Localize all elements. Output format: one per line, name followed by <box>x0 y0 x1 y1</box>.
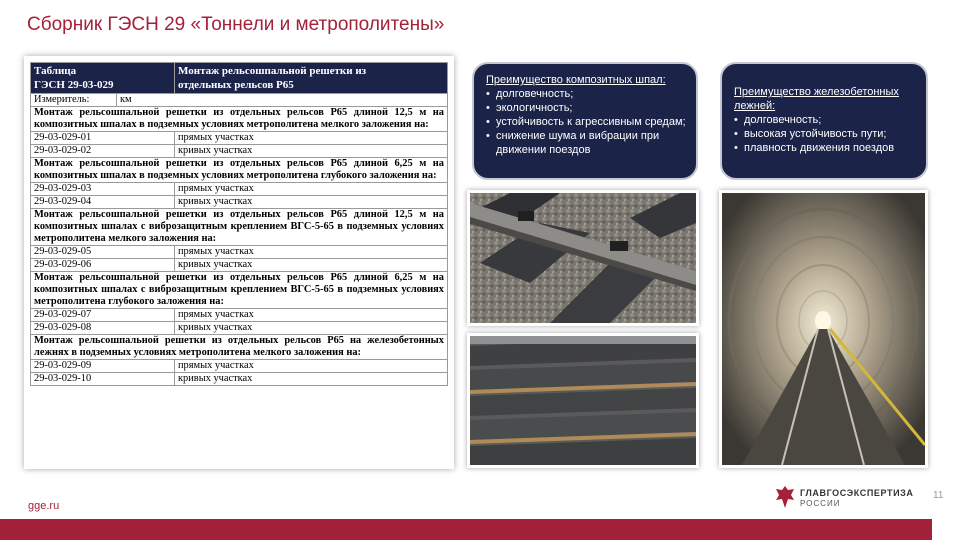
table-row <box>31 132 448 145</box>
table-row-label: прямых участках <box>175 360 448 373</box>
advantage-item: • долговечность; <box>734 113 916 127</box>
table-row-code: 29-03-029-09 <box>31 360 175 373</box>
gesn-table-frame <box>24 56 454 469</box>
rails-photo-drawing <box>470 193 696 323</box>
stacked-sleepers-photo <box>467 333 699 468</box>
advantage-item: • долговечность; <box>486 87 686 101</box>
table-row <box>31 322 448 335</box>
table-group-row <box>31 158 448 183</box>
table-row <box>31 360 448 373</box>
advantage-item: • экологичность; <box>486 101 686 115</box>
website-link[interactable]: gge.ru <box>28 500 60 512</box>
sleepers-photo-drawing <box>470 336 696 465</box>
table-row-label: прямых участках <box>175 309 448 322</box>
table-group-description: Монтаж рельсошпальной решетки из отдельных рельсов Р65 длиной 6,25 м на композитных шпалах в подземных условиях метрополитена глубокого заложения на: <box>31 158 448 183</box>
table-group-description: Монтаж рельсошпальной решетки из отдельных рельсов Р65 на железобетонных лежнях в подземных условиях метрополитена мелкого заложения на: <box>31 335 448 360</box>
advantage-item: • устойчивость к агрессивным средам; <box>486 115 686 129</box>
page-number: 11 <box>933 490 944 501</box>
glavgosexpertiza-logo <box>774 484 922 512</box>
meter-label: Измеритель: <box>31 94 117 106</box>
composite-sleepers-advantages <box>472 62 698 180</box>
tunnel-photo-drawing <box>722 193 925 465</box>
table-header-left-line: Таблица <box>34 65 77 77</box>
table-row-code: 29-03-029-04 <box>31 196 175 209</box>
table-row-label: кривых участках <box>175 322 448 335</box>
table-header-right-line: отдельных рельсов Р65 <box>178 79 294 91</box>
slide-title: Сборник ГЭСН 29 «Тоннели и метрополитены» <box>27 14 445 35</box>
table-row-label: кривых участках <box>175 373 448 386</box>
table-row-label: прямых участках <box>175 132 448 145</box>
table-group-row <box>31 107 448 132</box>
table-row <box>31 145 448 158</box>
meter-value: км <box>120 94 132 105</box>
metro-tunnel-photo <box>719 190 928 468</box>
table-row-code: 29-03-029-07 <box>31 309 175 322</box>
table-row <box>31 246 448 259</box>
table-row-code: 29-03-029-02 <box>31 145 175 158</box>
table-row <box>31 309 448 322</box>
advantage-item: • снижение шума и вибрации при движении поездов <box>486 129 686 157</box>
table-group-description: Монтаж рельсошпальной решетки из отдельных рельсов Р65 длиной 12,5 м на композитных шпалах в подземных условиях метрополитена мелкого заложения на: <box>31 107 448 132</box>
table-row-label: прямых участках <box>175 246 448 259</box>
table-row-label: кривых участках <box>175 259 448 272</box>
eagle-emblem-icon <box>774 484 796 510</box>
table-header-right-line: Монтаж рельсошпальной решетки из <box>178 65 367 77</box>
concrete-box-title: Преимущество железобетонных лежней: <box>734 86 899 112</box>
logo-name: ГЛАВГОСЭКСПЕРТИЗА <box>800 488 914 498</box>
table-group-description: Монтаж рельсошпальной решетки из отдельных рельсов Р65 длиной 6,25 м на композитных шпалах с виброзащитным креплением ВГС-5-65 в подземных условиях метрополитена глубокого заложения на: <box>31 272 448 309</box>
table-group-row <box>31 272 448 309</box>
rails-on-composite-sleepers-photo <box>467 190 699 326</box>
table-row-code: 29-03-029-03 <box>31 183 175 196</box>
bottom-brand-bar <box>0 519 932 540</box>
table-row-code: 29-03-029-06 <box>31 259 175 272</box>
table-header-row <box>31 63 448 94</box>
composite-box-title: Преимущество композитных шпал: <box>486 74 666 86</box>
concrete-advantages-list <box>734 113 916 155</box>
table-header-right <box>175 63 448 94</box>
table-header-left <box>31 63 175 94</box>
table-row-code: 29-03-029-05 <box>31 246 175 259</box>
table-row-code: 29-03-029-01 <box>31 132 175 145</box>
advantage-item: • высокая устойчивость пути; <box>734 127 916 141</box>
gesn-table <box>30 62 448 386</box>
table-group-row <box>31 335 448 360</box>
table-row <box>31 183 448 196</box>
table-group-row <box>31 209 448 246</box>
table-row-label: кривых участках <box>175 145 448 158</box>
table-row-code: 29-03-029-08 <box>31 322 175 335</box>
table-row-code: 29-03-029-10 <box>31 373 175 386</box>
concrete-sleepers-advantages <box>720 62 928 180</box>
meter-cell <box>31 94 448 107</box>
table-group-description: Монтаж рельсошпальной решетки из отдельных рельсов Р65 длиной 12,5 м на композитных шпалах с виброзащитным креплением ВГС-5-65 в подземных условиях метрополитена мелкого заложения на: <box>31 209 448 246</box>
advantage-item: • плавность движения поездов <box>734 141 916 155</box>
table-row <box>31 196 448 209</box>
table-row <box>31 373 448 386</box>
table-header-left-line: ГЭСН 29-03-029 <box>34 79 114 91</box>
table-row <box>31 259 448 272</box>
composite-advantages-list <box>486 87 686 157</box>
logo-subtitle: РОССИИ <box>800 499 841 508</box>
table-row-label: прямых участках <box>175 183 448 196</box>
meter-row <box>31 94 448 107</box>
table-row-label: кривых участках <box>175 196 448 209</box>
